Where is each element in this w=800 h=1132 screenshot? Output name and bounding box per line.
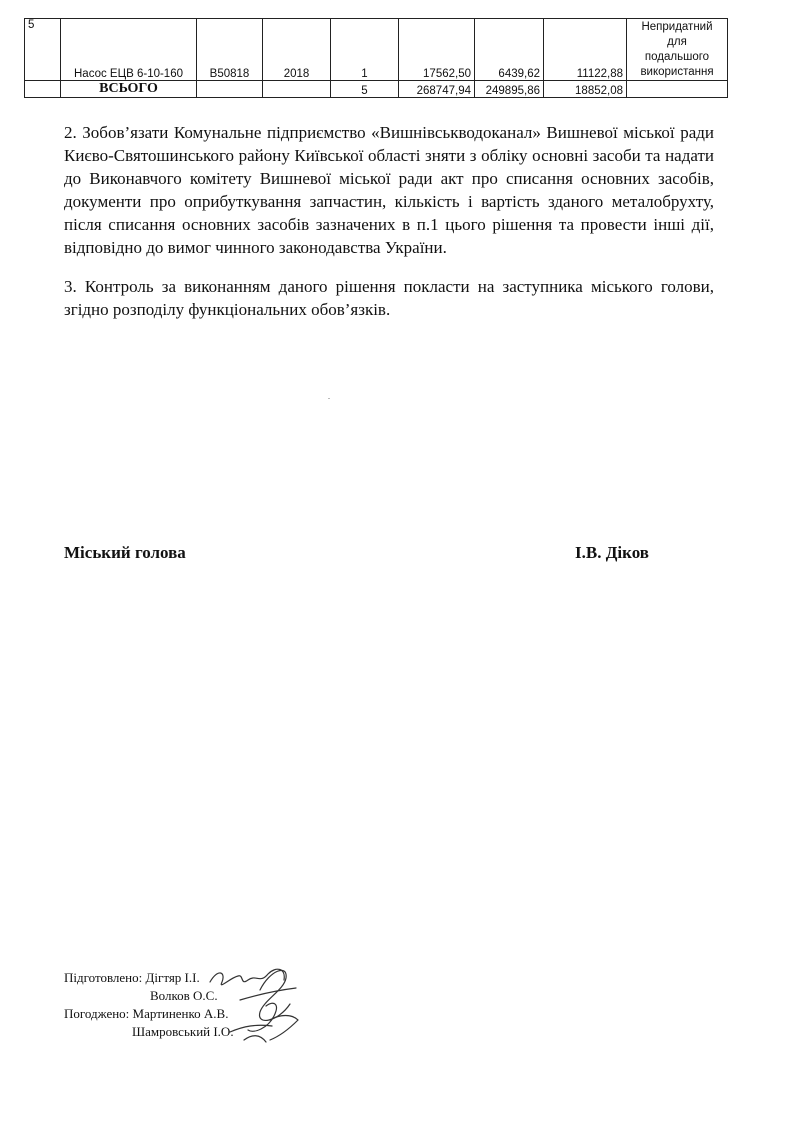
total-label: ВСЬОГО [61,81,197,98]
paragraph-3: 3. Контроль за виконанням даного рішення покласти на заступника міського голови, згідно розподілу функціональних обов’язків. [64,277,714,319]
row-qty: 1 [331,19,399,81]
table-row [25,19,728,81]
assets-table [24,18,727,98]
total-qty: 5 [331,81,399,98]
note-line: для [667,36,687,48]
agreed-by: Погоджено: Мартиненко А.В. [64,1006,229,1021]
row-residual: 11122,88 [544,19,627,81]
total-residual: 18852,08 [544,81,627,98]
scan-speck [328,398,330,399]
agreed-by-second: Шамровський І.О. [132,1024,234,1039]
row-note [627,19,728,81]
paragraph-2: 2. Зобов’язати Комунальне підприємство «Вишнівськводоканал» Вишневої міської ради Києво-Святошинського району Київської області зняти з обліку основні засоби та надати до Виконавчого комітету Вишневої міської ради акт про списання основних засобів, документи про оприбуткування запчастин, кількість і вартість зданого металобрухту, після списання основних засобів зазначених в п.1 цього рішення та провести інші дії, відповідно до вимог чинного законодавства України. [64,123,714,257]
note-line: Непридатний [641,21,713,33]
prepared-by: Підготовлено: Дігтяр І.І. [64,970,200,985]
row-initial-cost: 17562,50 [399,19,475,81]
total-initial-cost: 268747,94 [399,81,475,98]
signature-title: Міський голова [64,543,186,562]
total-depreciation: 249895,86 [475,81,544,98]
note-line: використання [640,66,714,78]
note-line: подальшого [644,51,710,63]
handwritten-signature-icon [200,960,310,1050]
row-index: 5 [25,19,61,81]
row-name: Насос ЕЦВ 6-10-160 [61,19,197,81]
total-row [25,81,728,98]
row-year: 2018 [263,19,331,81]
row-inventory: B50818 [197,19,263,81]
signature-name: І.В. Діков [575,543,649,562]
prepared-by-second: Волков О.С. [150,988,218,1003]
row-depreciation: 6439,62 [475,19,544,81]
